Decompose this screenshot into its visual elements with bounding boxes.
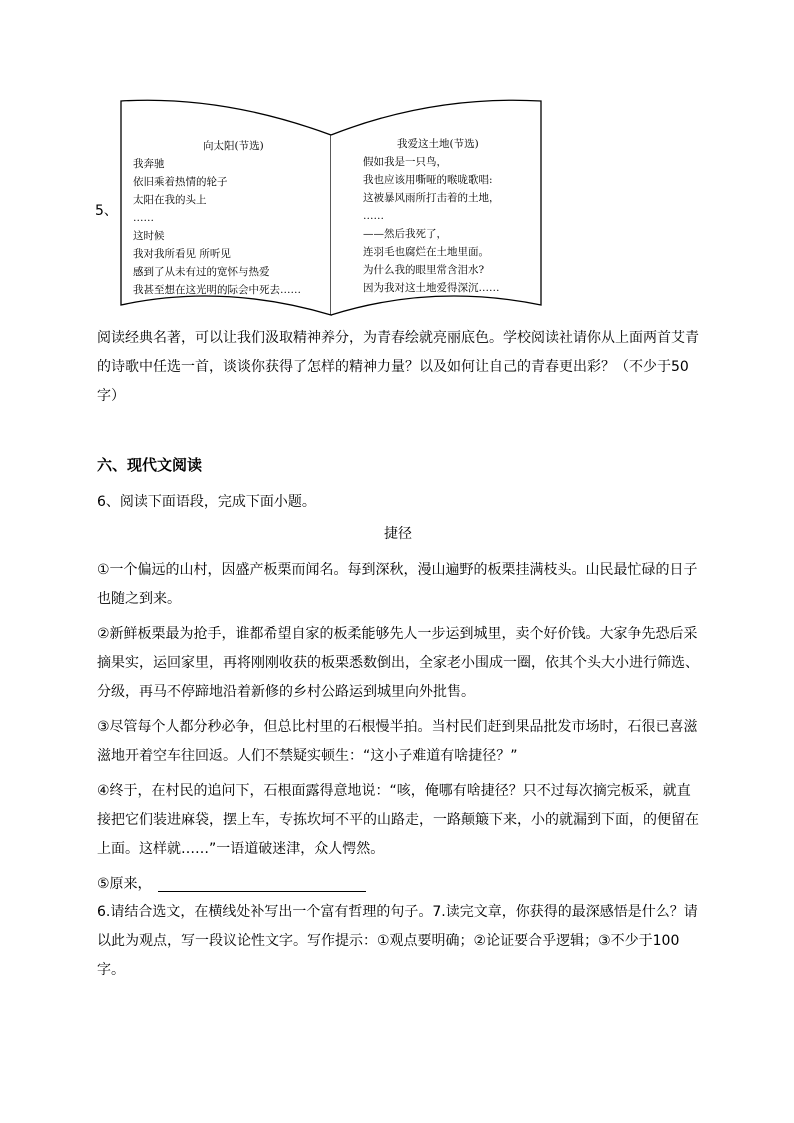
poem-line: 假如我是一只鸟，	[363, 156, 447, 168]
question-6-instruction: 6、阅读下面语段，完成下面小题。	[97, 494, 316, 510]
article-paragraph: ④终于，在村民的追问下，石根面露得意地说：“咳，俺哪有啥捷径？只不过每次摘完板采，就直接把它们装进麻袋，摆上车，专拣坎坷不平的山路走，一路颠簸下来，小的就漏到下面，的便留在上面。这样就……”一语道破迷津，众人愕然。	[97, 783, 699, 857]
left-poem	[133, 137, 323, 299]
poem-line: 感到了从未有过的宽怀与热爱	[133, 266, 270, 278]
questions-6-7: 6.请结合选文，在横线处补写出一个富有哲理的句子。7.读完文章，你获得的最深感悟是什么？请以此为观点，写一段议论性文字。写作提示：①观点要明确；②论证要合乎逻辑；③不少于100字。	[97, 904, 698, 978]
poem-line: 太阳在我的头上	[133, 194, 207, 206]
poem-line: 连羽毛也腐烂在土地里面。	[363, 246, 489, 258]
article-paragraph: ①一个偏远的山村，因盛产板栗而闻名。每到深秋，漫山遍野的板栗挂满枝头。山民最忙碌的日子也随之到来。	[97, 562, 698, 607]
right-poem	[363, 135, 533, 297]
poem-line: 这被暴风雨所打击着的土地，	[363, 192, 500, 204]
left-poem-title: 向太阳(节选)	[203, 140, 264, 152]
section-heading: 六、现代文阅读	[97, 456, 203, 474]
poem-line: 依旧乘着热情的轮子	[133, 176, 228, 188]
poem-line: 我奔驰	[133, 158, 165, 170]
article-paragraph-last	[97, 870, 699, 899]
poem-line: 我也应该用嘶哑的喉咙歌唱:	[363, 174, 493, 186]
poem-line: 我甚至想在这光明的际会中死去……	[133, 284, 301, 296]
poem-line: 为什么我的眼里常含泪水?	[363, 264, 485, 276]
poem-line: ……	[363, 210, 384, 222]
question-5-prompt: 阅读经典名著，可以让我们汲取精神养分，为青春绘就亮丽底色。学校阅读社请你从上面两首艾青的诗歌中任选一首，谈谈你获得了怎样的精神力量？以及如何让自己的青春更出彩？（不少于50字）	[97, 330, 699, 404]
right-poem-title: 我爱这土地(节选)	[397, 138, 479, 150]
article-title: 捷径	[384, 526, 412, 542]
article-body	[97, 556, 699, 905]
poem-line: ……	[133, 212, 154, 224]
question-5-number: 5、	[95, 203, 118, 219]
open-book-illustration	[113, 95, 545, 320]
fill-in-blank[interactable]	[158, 874, 366, 892]
article-paragraph: ③尽管每个人都分秒必争，但总比村里的石根慢半拍。当村民们赶到果品批发市场时，石很已喜滋滋地开着空车往回返。人们不禁疑实顿生：“这小子难道有啥捷径？”	[97, 719, 698, 764]
poem-line: 我对我所看见 所听见	[133, 248, 231, 260]
poem-line: 因为我对这土地爱得深沉……	[363, 282, 500, 294]
poem-line: 这时候	[133, 230, 165, 242]
poem-line: ——然后我死了，	[363, 228, 447, 240]
last-paragraph-prefix: ⑤原来，	[97, 876, 152, 892]
article-paragraph: ②新鲜板栗最为抢手，谁都希望自家的板柔能够先人一步运到城里，卖个好价钱。大家争先恐后采摘果实，运回家里，再将刚刚收获的板栗悉数倒出，全家老小围成一圈，依其个头大小进行筛选、分级，再马不停蹄地沿着新修的乡村公路运到城里向外批售。	[97, 626, 699, 700]
